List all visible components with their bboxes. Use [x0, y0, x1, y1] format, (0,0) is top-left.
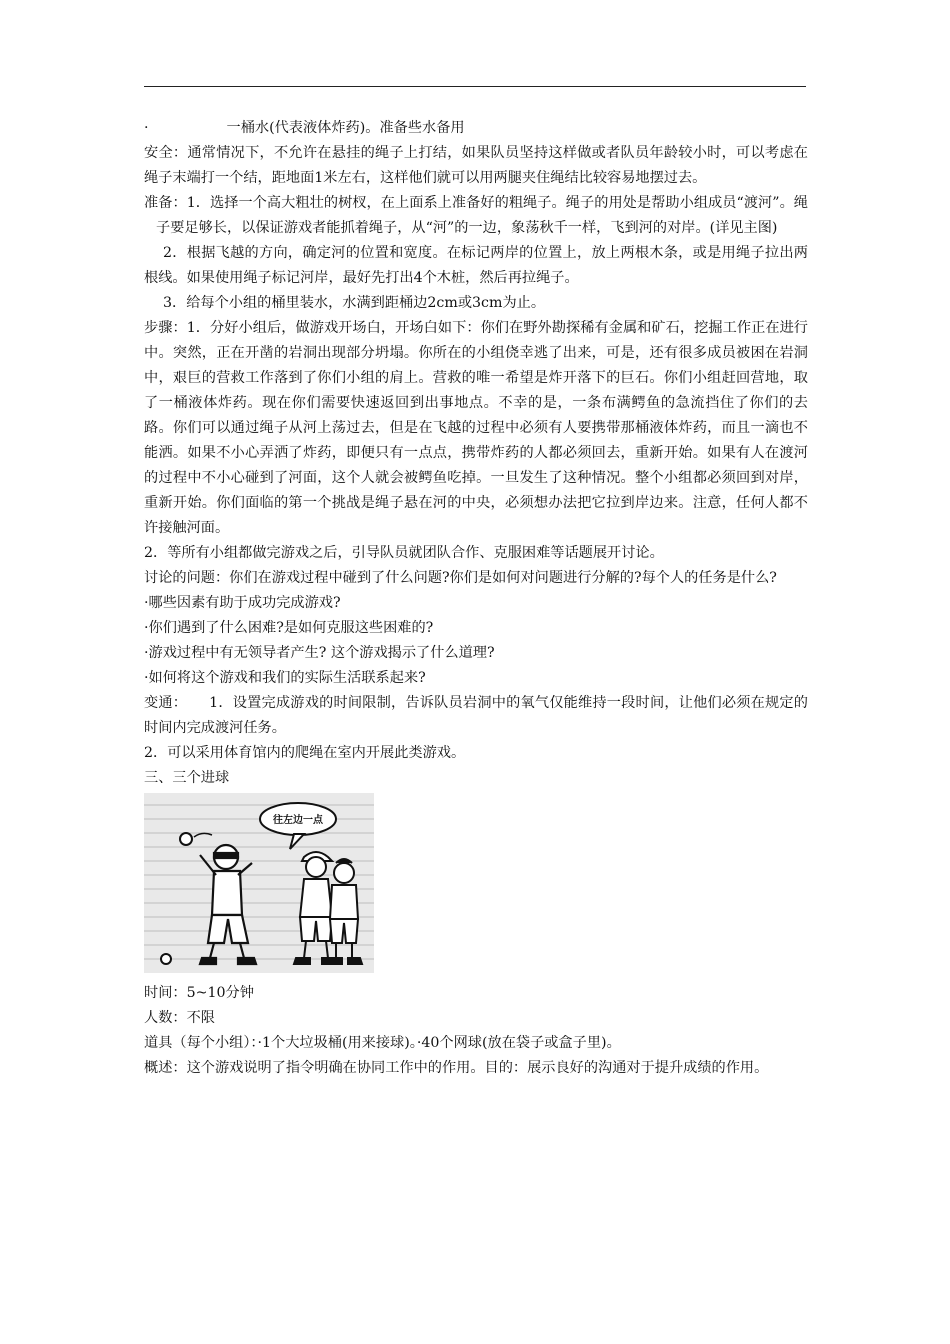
ground-ball-icon [161, 954, 171, 964]
prep-paragraph-1 [144, 191, 808, 241]
discussion-item: ·你们遇到了什么困难?是如何克服这些困难的? [144, 620, 434, 636]
cartoon-illustration [144, 793, 374, 973]
variation-paragraph-1 [144, 691, 808, 741]
prep-paragraph-2: 2．根据飞越的方向，确定河的位置和宽度。在标记两岸的位置上，放上两根木条，或是用绳子拉出两根线。如果使用绳子标记河岸，最好先打出4个木桩，然后再拉绳子。 [144, 245, 808, 286]
prep-paragraph-3: 3．给每个小组的桶里装水，水满到距桶边2cm或3cm为止。 [163, 295, 546, 311]
water-bucket-text: 一桶水(代表液体炸药)。准备些水备用 [226, 120, 465, 136]
people-line: 人数：不限 [144, 1010, 215, 1026]
section-title: 三、三个进球 [144, 770, 230, 786]
steps-paragraph-1: 步骤：1．分好小组后，做游戏开场白，开场白如下：你们在野外勘探稀有金属和矿石，挖掘工作正在进行中。突然，正在开凿的岩洞出现部分坍塌。你所在的小组侥幸逃了出来，可是，还有很多成员被困在岩洞中，艰巨的营救工作落到了你们小组的肩上。营救的唯一希望是炸开落下的巨石。你们小组赶回营地，取了一桶液体炸药。现在你们需要快速返回到出事地点。不幸的是，一条布满鳄鱼的急流挡住了你们的去路。你们可以通过绳子从河上荡过去，但是在飞越的过程中必须有人要携带那桶液体炸药，而且一滴也不能洒。如果不小心弄洒了炸药，即便只有一点点，携带炸药的人都必须回去，重新开始。如果有人在渡河的过程中不小心碰到了河面，这个人就会被鳄鱼吃掉。一旦发生了这种情况。整个小组都必须回到对岸，重新开始。你们面临的第一个挑战是绳子悬在河的中央，必须想办法把它拉到岸边来。注意，任何人都不许接触河面。 [144, 320, 808, 536]
time-line: 时间：5~10分钟 [144, 985, 254, 1001]
water-bucket-line [144, 116, 808, 141]
variation-text-1: 1．设置完成游戏的时间限制，告诉队员岩洞中的氧气仅能维持一段时间，让他们必须在规定的时间内完成渡河任务。 [144, 695, 808, 736]
header-rule [144, 86, 806, 87]
props-line: 道具（每个小组）：·1个大垃圾桶(用来接球)。·40个网球(放在袋子或盒子里)。 [144, 1035, 621, 1051]
discussion-item: ·如何将这个游戏和我们的实际生活联系起来? [144, 670, 426, 686]
prep-paragraph-1-a: 准备：1．选择一个高大粗壮的树杈，在上面系上准备好的粗绳子。绳子的用处是帮助小组成员“渡河”。绳 [144, 195, 808, 211]
discussion-item: ·游戏过程中有无领导者产生? 这个游戏揭示了什么道理? [144, 645, 495, 661]
variation-paragraph-2: 2．可以采用体育馆内的爬绳在室内开展此类游戏。 [144, 745, 466, 761]
safety-paragraph: 安全：通常情况下，不允许在悬挂的绳子上打结，如果队员坚持这样做或者队员年龄较小时，可以考虑在绳子末端打一个结，距地面1米左右，这样他们就可以用两腿夹住绳结比较容易地摆过去。 [144, 145, 808, 186]
steps-paragraph-2: 2．等所有小组都做完游戏之后，引导队员就团队合作、克服困难等话题展开讨论。 [144, 545, 664, 561]
discussion-item: ·哪些因素有助于成功完成游戏? [144, 595, 341, 611]
overview-paragraph: 概述：这个游戏说明了指令明确在协同工作中的作用。目的：展示良好的沟通对于提升成绩的作用。 [144, 1060, 769, 1076]
bullet-mark: · [144, 120, 149, 136]
speech-bubble-text: 往左边一点 [273, 815, 323, 826]
variation-label: 变通： [144, 695, 188, 711]
document-body [144, 116, 808, 1081]
discussion-title: 讨论的问题：你们在游戏过程中碰到了什么问题?你们是如何对问题进行分解的?每个人的任务是什么? [144, 570, 777, 586]
prep-paragraph-1-b: 子要足够长，以保证游戏者能抓着绳子，从“河”的一边，象荡秋千一样，飞到河的对岸。(详见主图) [156, 220, 778, 236]
